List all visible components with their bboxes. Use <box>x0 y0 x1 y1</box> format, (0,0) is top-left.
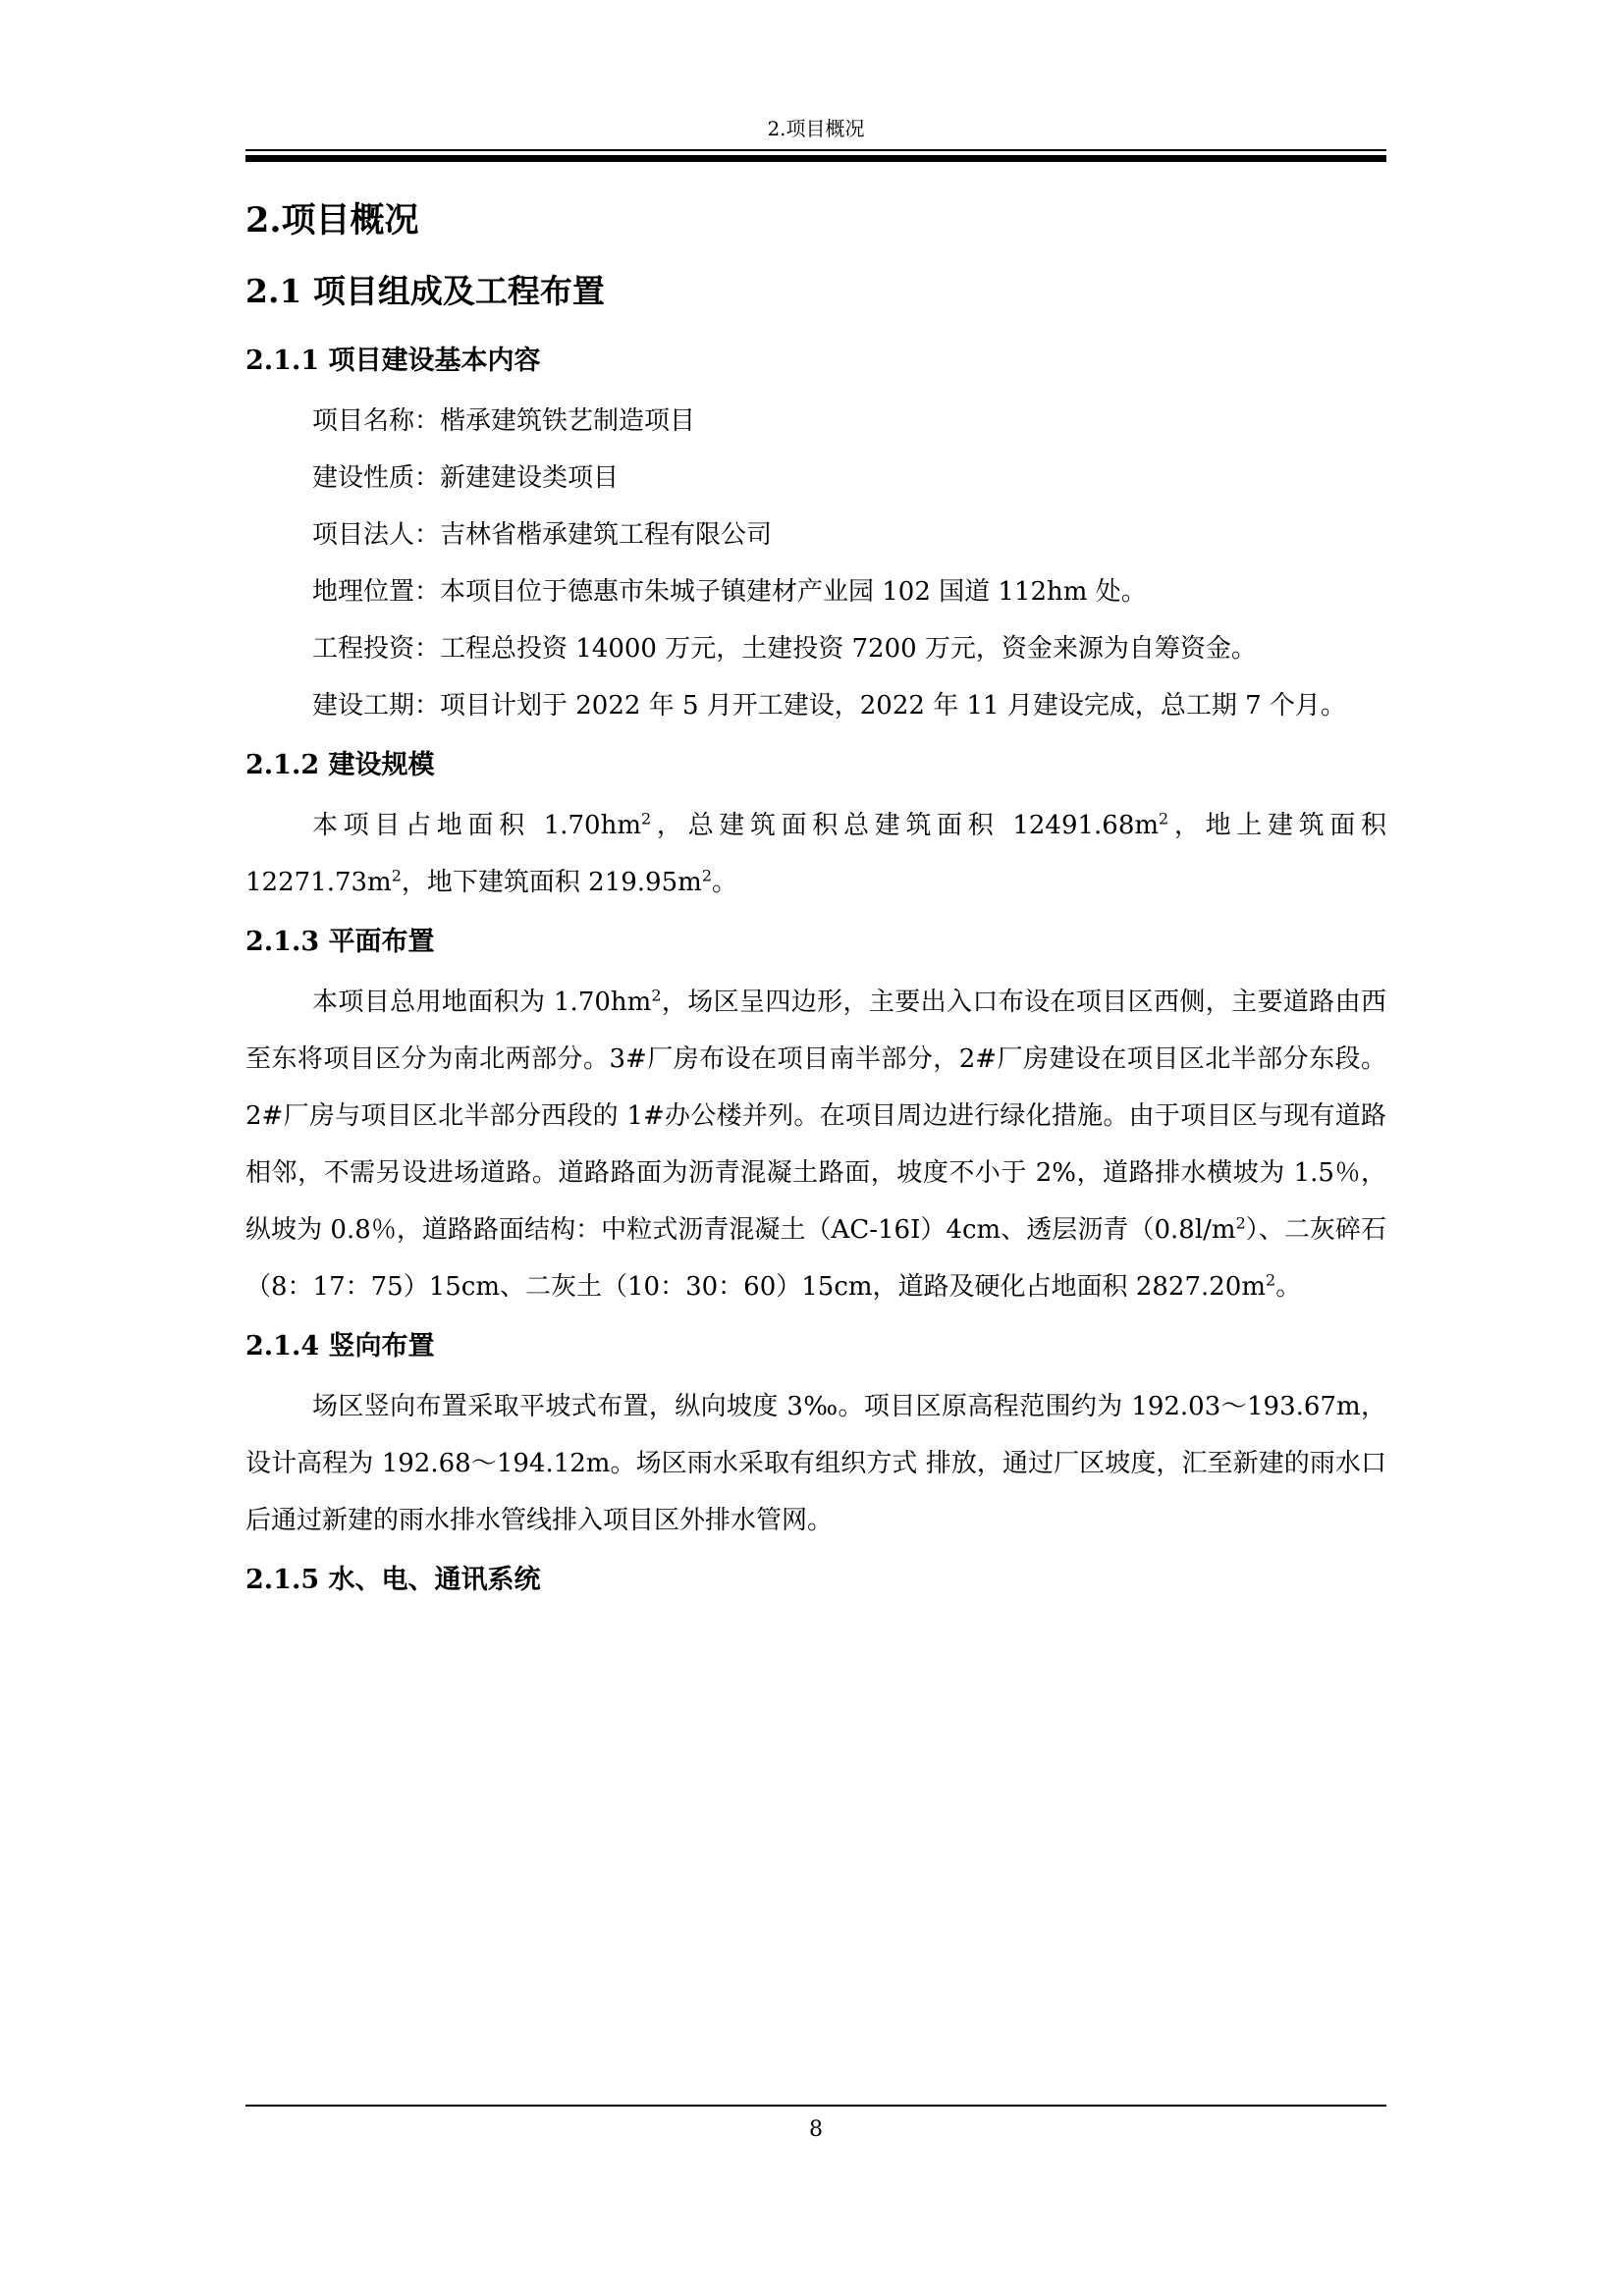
legal-entity-line: 项目法人：吉林省楷承建筑工程有限公司 <box>312 520 773 550</box>
superscript-2: 2 <box>641 809 652 828</box>
running-header: 2.项目概况 <box>767 117 865 140</box>
superscript-2: 2 <box>1235 1213 1246 1233</box>
layout-text-3: ）、二灰碎石（8：17：75）15cm、二灰土（10：30：60）15cm，道路及硬化占地面积 2827.20m <box>245 1215 1386 1302</box>
superscript-2: 2 <box>391 866 402 885</box>
scale-text-2: ，总建筑面积总建筑面积 12491.68m <box>651 811 1160 840</box>
scale-text-4: ，地下建筑面积 219.95m <box>401 868 702 897</box>
schedule-paragraph: 建设工期：项目计划于 2022 年 5 月开工建设，2022 年 11 月建设完成，总工期 7 个月。 <box>312 691 1346 721</box>
scale-text-3: ，地上建筑面积 12271.73m <box>245 811 1387 897</box>
vertical-layout-paragraph: 场区竖向布置采取平坡式布置，纵向坡度 3‰。项目区原高程范围约为 192.03～193.67m，设计高程为 192.68～194.12m。场区雨水采取有组织方式 排放，通过厂区坡度，汇至新建的雨水口后通过新建的雨水排水管线排入项目区外排水管网。 <box>245 1392 1386 1535</box>
layout-paragraph <box>245 974 1386 1315</box>
section-title: 2.1 项目组成及工程布置 <box>245 272 605 310</box>
scale-text-5: 。 <box>712 868 738 897</box>
superscript-2: 2 <box>1266 1270 1276 1290</box>
header-rule-thin <box>245 149 1386 151</box>
page-body <box>245 196 1386 1612</box>
construction-nature-line: 建设性质：新建建设类项目 <box>312 463 620 493</box>
superscript-2: 2 <box>1159 809 1169 828</box>
investment-paragraph: 工程投资：工程总投资 14000 万元，土建投资 7200 万元，资金来源为自筹资金。 <box>312 634 1257 664</box>
header-rule-thick <box>245 155 1386 162</box>
subsection-2-1-1-title: 2.1.1 项目建设基本内容 <box>245 346 541 376</box>
layout-text-2: ，场区呈四边形，主要出入口布设在项目区西侧，主要道路由西至东将项目区分为南北两部分。3#厂房布设在项目南半部分，2#厂房建设在项目区北半部分东段。2#厂房与项目区北半部分西段的 1#办公楼并列。在项目周边进行绿化措施。由于项目区与现有道路相邻，不需另设进场道路。道路路面为沥青混凝土路面，坡度不小于 2%，道路排水横坡为 1.5％，纵坡为 0.8％，道路路面结构：中粒式沥青混凝土（AC-16I）4cm、透层沥青（0.8l/m <box>245 988 1386 1245</box>
layout-text-1: 本项目总用地面积为 1.70hm <box>312 988 652 1017</box>
footer-rule <box>245 2105 1386 2107</box>
scale-paragraph <box>245 797 1386 911</box>
subsection-2-1-2-title: 2.1.2 建设规模 <box>245 750 435 780</box>
location-line: 地理位置：本项目位于德惠市朱城子镇建材产业园 102 国道 112hm 处。 <box>312 577 1147 607</box>
superscript-2: 2 <box>701 866 712 885</box>
scale-text-1: 本项目占地面积 1.70hm <box>312 811 642 840</box>
superscript-2: 2 <box>651 986 662 1005</box>
subsection-2-1-4-title: 2.1.4 竖向布置 <box>245 1331 435 1362</box>
subsection-2-1-5-title: 2.1.5 水、电、通讯系统 <box>245 1565 541 1595</box>
page-number: 8 <box>809 2117 823 2142</box>
layout-text-4: 。 <box>1275 1272 1302 1302</box>
chapter-title: 2.项目概况 <box>245 200 419 240</box>
project-name-line: 项目名称：楷承建筑铁艺制造项目 <box>312 406 696 436</box>
subsection-2-1-3-title: 2.1.3 平面布置 <box>245 927 435 957</box>
